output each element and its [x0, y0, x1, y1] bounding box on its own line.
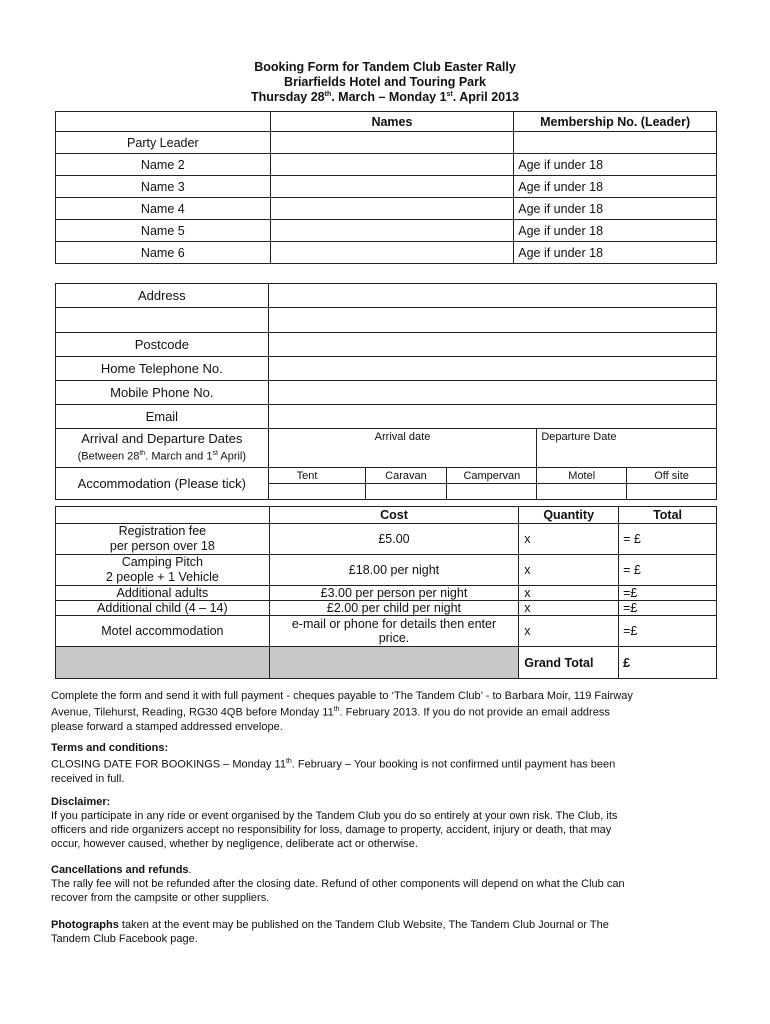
- departure-date-field[interactable]: [537, 429, 717, 468]
- mobile-phone-field[interactable]: [268, 381, 716, 405]
- form-header: [0, 60, 770, 105]
- registration-cost: £5.00: [269, 524, 519, 555]
- off-site-option-label: Off site: [627, 468, 717, 484]
- registration-total-field[interactable]: [619, 524, 717, 555]
- pound-sign: £: [623, 655, 631, 670]
- grand-total-shaded-cell: [269, 647, 519, 679]
- camping-pitch-line-1: Camping Pitch: [121, 555, 203, 569]
- name-3-field[interactable]: [270, 176, 514, 198]
- total-prefix: =£: [623, 586, 638, 600]
- disclaimer-line-1: If you participate in any ride or event organised by the Tandem Club you do so entirely at your own risk. The Club, its: [51, 810, 618, 822]
- additional-child-label: Additional child (4 – 14): [56, 601, 270, 616]
- tent-option-label: Tent: [268, 468, 365, 484]
- disclaimer-heading: Disclaimer:: [51, 796, 111, 808]
- age-2-field[interactable]: [514, 154, 717, 176]
- motel-total-field[interactable]: [619, 616, 717, 647]
- off-site-tick-box[interactable]: [627, 484, 717, 500]
- registration-fee-line-1: Registration fee: [118, 524, 207, 538]
- name-4-field[interactable]: [270, 198, 514, 220]
- cancellations-section: [51, 863, 731, 905]
- home-telephone-field[interactable]: [268, 357, 716, 381]
- adults-quantity-field[interactable]: [519, 586, 619, 601]
- caravan-tick-box[interactable]: [365, 484, 447, 500]
- address-line-1-field[interactable]: [268, 284, 716, 308]
- photographs-line-1: Photographs taken at the event may be published on the Tandem Club Website, The Tandem Club Journal or The: [51, 919, 609, 931]
- name-6-field[interactable]: [270, 242, 514, 264]
- child-total-field[interactable]: [619, 601, 717, 616]
- motel-cost-line-1: e-mail or phone for details then enter: [291, 617, 497, 631]
- age-label: Age if under 18: [518, 223, 604, 238]
- party-leader-label: Party Leader: [56, 132, 271, 154]
- disclaimer-section: [51, 795, 731, 851]
- arrival-date-label: Arrival date: [374, 431, 431, 443]
- motel-quantity-field[interactable]: [519, 616, 619, 647]
- address-line-2-field[interactable]: [268, 308, 716, 333]
- names-table: [55, 111, 717, 264]
- motel-option-label: Motel: [537, 468, 627, 484]
- arrival-departure-range: (Between 28th. March and 1st April): [77, 450, 247, 463]
- camping-pitch-cost: £18.00 per night: [269, 555, 519, 586]
- total-prefix: = £: [623, 563, 641, 577]
- names-column-header: Names: [270, 112, 514, 132]
- multiply-sign: x: [524, 563, 531, 577]
- photographs-line-2: Tandem Club Facebook page.: [51, 933, 198, 945]
- name-6-label: Name 6: [56, 242, 271, 264]
- postcode-label: Postcode: [56, 333, 269, 357]
- campervan-option-label: Campervan: [447, 468, 537, 484]
- cost-table: [55, 506, 717, 679]
- grand-total-label: Grand Total: [519, 647, 619, 679]
- instructions-line-1: Complete the form and send it with full payment - cheques payable to ‘The Tandem Club’ - to Barbara Moir, 119 Fairway: [51, 690, 633, 702]
- arrival-departure-label: [56, 429, 269, 468]
- motel-cost-line-2: price.: [378, 631, 410, 645]
- multiply-sign: x: [524, 532, 531, 546]
- arrival-departure-title: Arrival and Departure Dates: [81, 431, 243, 446]
- event-dates: Thursday 28th. March – Monday 1st. April 2013: [250, 90, 520, 104]
- additional-child-cost: £2.00 per child per night: [269, 601, 519, 616]
- caravan-option-label: Caravan: [365, 468, 447, 484]
- total-prefix: =£: [623, 601, 638, 615]
- age-label: Age if under 18: [518, 179, 604, 194]
- email-label: Email: [56, 405, 269, 429]
- instructions-line-2: Avenue, Tilehurst, Reading, RG30 4QB before Monday 11th. February 2013. If you do not provide an email address: [51, 706, 610, 719]
- multiply-sign: x: [524, 586, 531, 600]
- age-label: Age if under 18: [518, 201, 604, 216]
- grand-total-shaded-cell: [56, 647, 270, 679]
- mobile-phone-label: Mobile Phone No.: [56, 381, 269, 405]
- motel-tick-box[interactable]: [537, 484, 627, 500]
- total-column-header: Total: [619, 507, 717, 524]
- name-2-label: Name 2: [56, 154, 271, 176]
- name-5-label: Name 5: [56, 220, 271, 242]
- name-3-label: Name 3: [56, 176, 271, 198]
- disclaimer-line-3: occur, however caused, whether by negligence, deliberate act or otherwise.: [51, 838, 418, 850]
- address-table: [55, 283, 717, 500]
- cost-header-blank: [56, 507, 270, 524]
- motel-accommodation-label: Motel accommodation: [56, 616, 270, 647]
- home-telephone-label: Home Telephone No.: [56, 357, 269, 381]
- age-5-field[interactable]: [514, 220, 717, 242]
- cancellations-line-2: recover from the campsite or other suppliers.: [51, 892, 270, 904]
- quantity-column-header: Quantity: [519, 507, 619, 524]
- instructions-line-3: please forward a stamped addressed envelope.: [51, 720, 283, 733]
- total-prefix: = £: [623, 532, 641, 546]
- registration-fee-label: [56, 524, 270, 555]
- accommodation-label: Accommodation (Please tick): [56, 468, 269, 500]
- motel-cost: [269, 616, 519, 647]
- adults-total-field[interactable]: [619, 586, 717, 601]
- arrival-date-field[interactable]: [268, 429, 537, 468]
- camping-quantity-field[interactable]: [519, 555, 619, 586]
- campervan-tick-box[interactable]: [447, 484, 537, 500]
- membership-number-field[interactable]: [514, 132, 717, 154]
- age-3-field[interactable]: [514, 176, 717, 198]
- total-prefix: =£: [623, 624, 638, 638]
- party-leader-name-field[interactable]: [270, 132, 514, 154]
- disclaimer-line-2: officers and ride organizers accept no responsibility for loss, damage to property, accident, injury or death, that may: [51, 824, 612, 836]
- additional-adults-cost: £3.00 per person per night: [269, 586, 519, 601]
- form-title: Booking Form for Tandem Club Easter Rally: [254, 60, 516, 74]
- membership-column-header: Membership No. (Leader): [514, 112, 717, 132]
- names-header-blank: [56, 112, 271, 132]
- additional-adults-label: Additional adults: [56, 586, 270, 601]
- camping-total-field[interactable]: [619, 555, 717, 586]
- cancellations-line-1: The rally fee will not be refunded after the closing date. Refund of other components will depend on what the Club can: [51, 878, 625, 890]
- venue-name: Briarfields Hotel and Touring Park: [284, 75, 486, 89]
- registration-fee-line-2: per person over 18: [109, 539, 215, 553]
- photographs-section: [51, 918, 731, 946]
- terms-section: [51, 741, 731, 786]
- name-2-field[interactable]: [270, 154, 514, 176]
- tent-tick-box[interactable]: [268, 484, 365, 500]
- cancellations-heading: Cancellations and refunds.: [51, 864, 192, 876]
- age-6-field[interactable]: [514, 242, 717, 264]
- child-quantity-field[interactable]: [519, 601, 619, 616]
- instructions-paragraph: [51, 689, 731, 734]
- address-label: Address: [56, 284, 269, 308]
- terms-heading: Terms and conditions:: [51, 742, 169, 754]
- terms-line-2: received in full.: [51, 772, 125, 785]
- name-4-label: Name 4: [56, 198, 271, 220]
- registration-quantity-field[interactable]: [519, 524, 619, 555]
- multiply-sign: x: [524, 624, 531, 638]
- departure-date-label: Departure Date: [541, 431, 617, 443]
- multiply-sign: x: [524, 601, 531, 615]
- cost-column-header: Cost: [269, 507, 519, 524]
- age-label: Age if under 18: [518, 245, 604, 260]
- address-label-blank: [56, 308, 269, 333]
- grand-total-field[interactable]: [619, 647, 717, 679]
- terms-line-1: CLOSING DATE FOR BOOKINGS – Monday 11th. February – Your booking is not confirmed until payment has been: [51, 758, 616, 771]
- camping-pitch-line-2: 2 people + 1 Vehicle: [105, 570, 219, 584]
- email-field[interactable]: [268, 405, 716, 429]
- name-5-field[interactable]: [270, 220, 514, 242]
- age-label: Age if under 18: [518, 157, 604, 172]
- postcode-field[interactable]: [268, 333, 716, 357]
- age-4-field[interactable]: [514, 198, 717, 220]
- camping-pitch-label: [56, 555, 270, 586]
